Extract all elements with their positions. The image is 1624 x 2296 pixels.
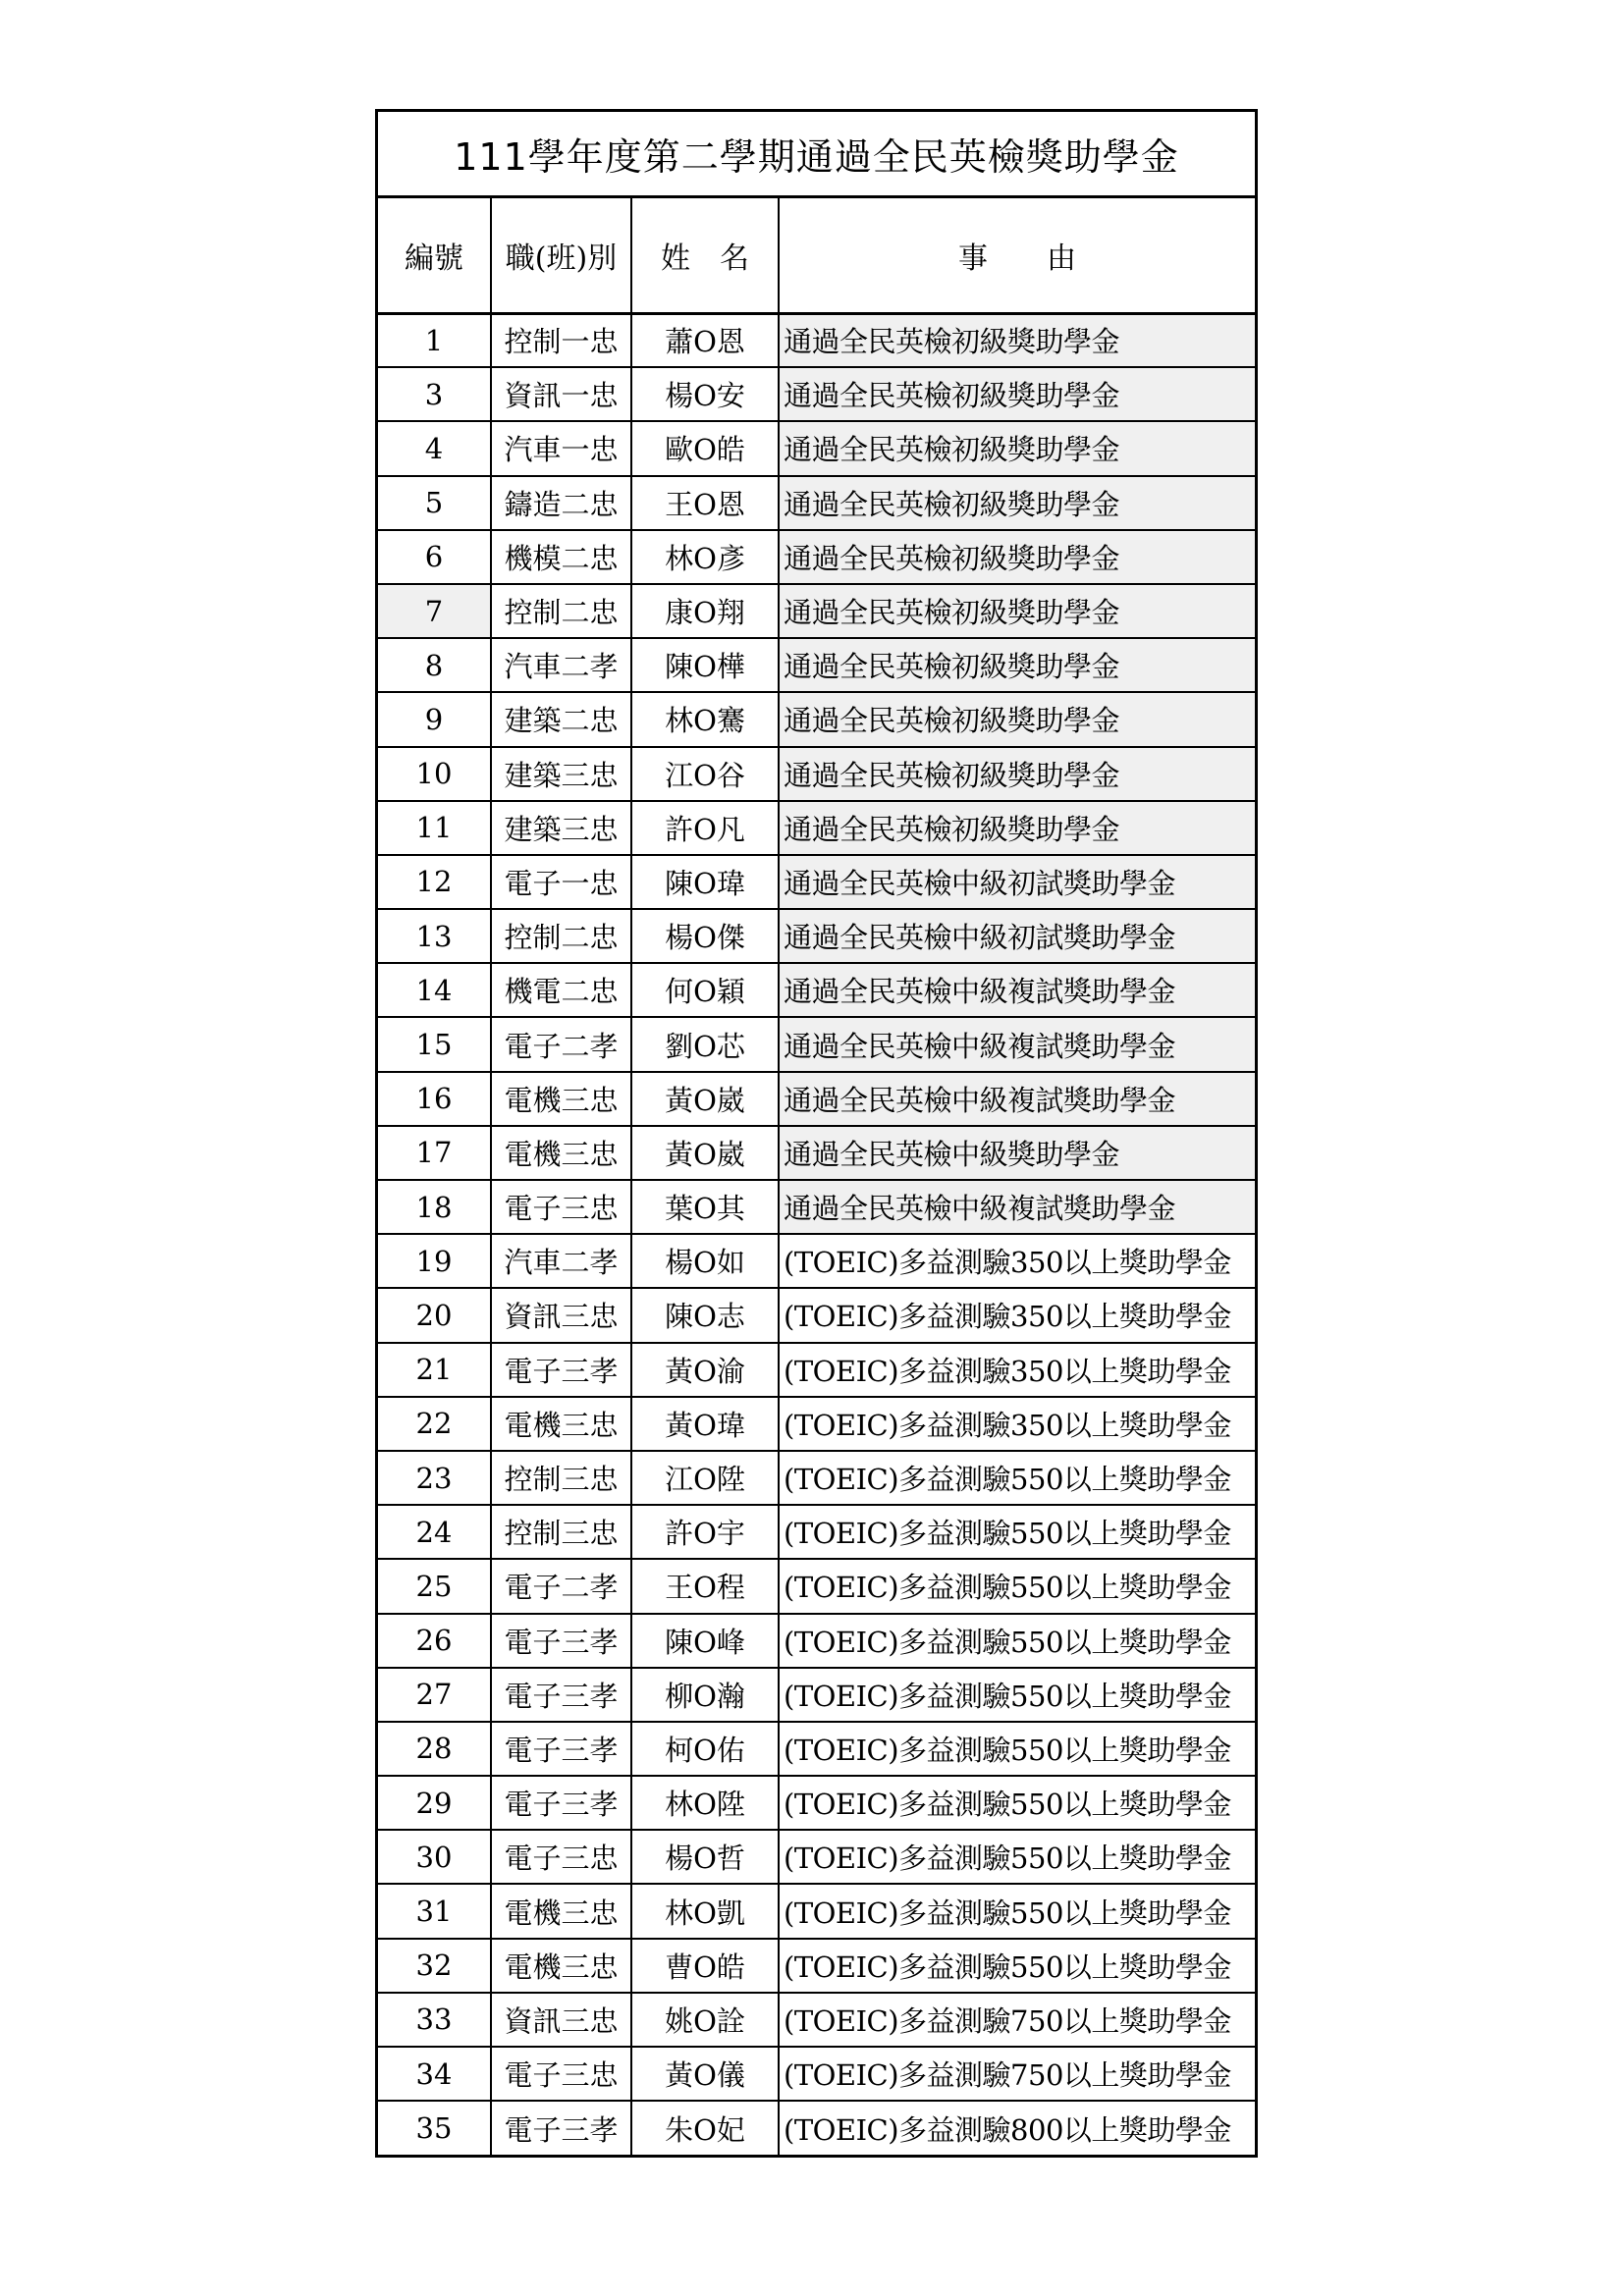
row-reason: (TOEIC)多益測驗550以上獎助學金 [779,1614,1255,1668]
row-name: 葉O其 [631,1180,779,1234]
row-class: 電子三孝 [491,1614,631,1668]
row-reason: (TOEIC)多益測驗350以上獎助學金 [779,1343,1255,1397]
row-class: 機電二忠 [491,963,631,1017]
row-name: 姚O詮 [631,1993,779,2047]
row-reason: (TOEIC)多益測驗550以上獎助學金 [779,1884,1255,1938]
row-number: 16 [378,1072,491,1126]
row-reason: (TOEIC)多益測驗750以上獎助學金 [779,1993,1255,2047]
row-reason: 通過全民英檢初級獎助學金 [779,421,1255,475]
row-class: 控制二忠 [491,584,631,638]
table-row [378,421,1255,475]
row-number: 35 [378,2101,491,2155]
row-reason: 通過全民英檢中級獎助學金 [779,1126,1255,1180]
row-class: 電子三忠 [491,1830,631,1884]
row-reason: (TOEIC)多益測驗550以上獎助學金 [779,1722,1255,1776]
row-class: 電子三孝 [491,1776,631,1830]
row-reason: 通過全民英檢中級複試獎助學金 [779,1072,1255,1126]
table-row [378,1288,1255,1342]
row-class: 資訊三忠 [491,1993,631,2047]
row-number: 32 [378,1939,491,1993]
row-class: 電子三忠 [491,1180,631,1234]
row-number: 28 [378,1722,491,1776]
row-number: 14 [378,963,491,1017]
row-class: 機模二忠 [491,530,631,584]
row-number: 34 [378,2047,491,2101]
table-row [378,801,1255,855]
table-row [378,963,1255,1017]
row-name: 黃O崴 [631,1126,779,1180]
row-reason: 通過全民英檢初級獎助學金 [779,692,1255,746]
table-row [378,2101,1255,2155]
table-row [378,1126,1255,1180]
row-name: 柳O瀚 [631,1668,779,1722]
row-reason: 通過全民英檢中級初試獎助學金 [779,909,1255,963]
row-reason: (TOEIC)多益測驗550以上獎助學金 [779,1668,1255,1722]
scholarship-table-sheet [375,109,1258,2158]
row-number: 4 [378,421,491,475]
row-number: 22 [378,1397,491,1451]
row-class: 汽車二孝 [491,638,631,692]
row-name: 朱O妃 [631,2101,779,2155]
row-name: 曹O皓 [631,1939,779,1993]
row-name: 林O凱 [631,1884,779,1938]
table-row [378,1668,1255,1722]
row-name: 陳O瑋 [631,855,779,909]
row-reason: 通過全民英檢初級獎助學金 [779,747,1255,801]
table-row [378,1505,1255,1559]
row-class: 建築三忠 [491,747,631,801]
row-reason: 通過全民英檢中級複試獎助學金 [779,1017,1255,1071]
table-row [378,2047,1255,2101]
row-reason: 通過全民英檢初級獎助學金 [779,313,1255,367]
row-name: 江O陞 [631,1451,779,1505]
table-row [378,1397,1255,1451]
row-name: 黃O崴 [631,1072,779,1126]
row-name: 楊O安 [631,367,779,421]
row-number: 13 [378,909,491,963]
table-row [378,1722,1255,1776]
row-number: 12 [378,855,491,909]
table-row [378,367,1255,421]
scholarship-table [378,198,1255,2155]
row-name: 江O谷 [631,747,779,801]
row-class: 控制二忠 [491,909,631,963]
table-row [378,1830,1255,1884]
row-reason: (TOEIC)多益測驗550以上獎助學金 [779,1451,1255,1505]
row-name: 許O凡 [631,801,779,855]
row-class: 控制一忠 [491,313,631,367]
table-row [378,747,1255,801]
row-name: 楊O哲 [631,1830,779,1884]
table-row [378,638,1255,692]
table-row [378,1234,1255,1288]
row-class: 電子二孝 [491,1017,631,1071]
row-reason: 通過全民英檢初級獎助學金 [779,584,1255,638]
row-number: 10 [378,747,491,801]
row-class: 資訊一忠 [491,367,631,421]
row-class: 電機三忠 [491,1884,631,1938]
row-reason: 通過全民英檢中級複試獎助學金 [779,1180,1255,1234]
row-name: 王O恩 [631,476,779,530]
row-name: 劉O芯 [631,1017,779,1071]
row-class: 電機三忠 [491,1126,631,1180]
row-reason: 通過全民英檢初級獎助學金 [779,530,1255,584]
row-reason: (TOEIC)多益測驗350以上獎助學金 [779,1397,1255,1451]
row-name: 陳O志 [631,1288,779,1342]
row-number: 17 [378,1126,491,1180]
row-number: 29 [378,1776,491,1830]
table-row [378,855,1255,909]
row-number: 27 [378,1668,491,1722]
table-body [378,313,1255,2155]
row-name: 林O彥 [631,530,779,584]
row-name: 何O穎 [631,963,779,1017]
row-class: 電子二孝 [491,1559,631,1613]
row-name: 柯O佑 [631,1722,779,1776]
table-row [378,1017,1255,1071]
row-number: 24 [378,1505,491,1559]
row-reason: 通過全民英檢初級獎助學金 [779,638,1255,692]
row-name: 黃O瑋 [631,1397,779,1451]
row-name: 楊O如 [631,1234,779,1288]
header-class: 職(班)別 [491,198,631,313]
row-class: 電子一忠 [491,855,631,909]
row-reason: 通過全民英檢初級獎助學金 [779,801,1255,855]
row-class: 汽車二孝 [491,1234,631,1288]
row-reason: (TOEIC)多益測驗550以上獎助學金 [779,1830,1255,1884]
row-reason: 通過全民英檢初級獎助學金 [779,367,1255,421]
table-row [378,692,1255,746]
table-row [378,530,1255,584]
row-reason: (TOEIC)多益測驗550以上獎助學金 [779,1505,1255,1559]
row-number: 5 [378,476,491,530]
row-name: 王O程 [631,1559,779,1613]
row-reason: 通過全民英檢中級初試獎助學金 [779,855,1255,909]
row-reason: 通過全民英檢初級獎助學金 [779,476,1255,530]
row-reason: (TOEIC)多益測驗800以上獎助學金 [779,2101,1255,2155]
page-title: 111學年度第二學期通過全民英檢獎助學金 [378,112,1255,198]
row-name: 楊O傑 [631,909,779,963]
row-name: 陳O樺 [631,638,779,692]
table-row [378,584,1255,638]
row-name: 黃O儀 [631,2047,779,2101]
header-no: 編號 [378,198,491,313]
row-class: 汽車一忠 [491,421,631,475]
row-name: 林O陞 [631,1776,779,1830]
row-number: 6 [378,530,491,584]
row-number: 19 [378,1234,491,1288]
table-row [378,1884,1255,1938]
row-class: 電子三孝 [491,1343,631,1397]
row-number: 18 [378,1180,491,1234]
table-row [378,1559,1255,1613]
row-name: 林O騫 [631,692,779,746]
row-number: 21 [378,1343,491,1397]
header-reason: 事 由 [779,198,1255,313]
table-row [378,1993,1255,2047]
row-name: 蕭O恩 [631,313,779,367]
row-name: 黃O渝 [631,1343,779,1397]
row-reason: (TOEIC)多益測驗350以上獎助學金 [779,1234,1255,1288]
row-name: 歐O皓 [631,421,779,475]
row-class: 鑄造二忠 [491,476,631,530]
row-reason: 通過全民英檢中級複試獎助學金 [779,963,1255,1017]
table-row [378,1072,1255,1126]
row-name: 許O宇 [631,1505,779,1559]
row-number: 20 [378,1288,491,1342]
table-row [378,1614,1255,1668]
row-number: 3 [378,367,491,421]
row-reason: (TOEIC)多益測驗550以上獎助學金 [779,1559,1255,1613]
table-row [378,313,1255,367]
table-row [378,476,1255,530]
table-row [378,1451,1255,1505]
row-class: 電子三忠 [491,2047,631,2101]
row-class: 控制三忠 [491,1451,631,1505]
table-row [378,909,1255,963]
row-class: 電機三忠 [491,1939,631,1993]
row-number: 25 [378,1559,491,1613]
row-class: 電子三孝 [491,1668,631,1722]
table-row [378,1776,1255,1830]
row-class: 資訊三忠 [491,1288,631,1342]
row-number: 8 [378,638,491,692]
row-number: 30 [378,1830,491,1884]
row-number: 33 [378,1993,491,2047]
row-number: 11 [378,801,491,855]
row-number: 9 [378,692,491,746]
row-name: 陳O峰 [631,1614,779,1668]
row-reason: (TOEIC)多益測驗750以上獎助學金 [779,2047,1255,2101]
row-reason: (TOEIC)多益測驗550以上獎助學金 [779,1776,1255,1830]
table-row [378,1180,1255,1234]
header-name: 姓 名 [631,198,779,313]
row-class: 電機三忠 [491,1397,631,1451]
row-class: 建築二忠 [491,692,631,746]
row-number: 23 [378,1451,491,1505]
row-number: 1 [378,313,491,367]
row-class: 電機三忠 [491,1072,631,1126]
row-reason: (TOEIC)多益測驗550以上獎助學金 [779,1939,1255,1993]
row-class: 電子三孝 [491,2101,631,2155]
row-number: 7 [378,584,491,638]
row-reason: (TOEIC)多益測驗350以上獎助學金 [779,1288,1255,1342]
row-name: 康O翔 [631,584,779,638]
row-class: 電子三孝 [491,1722,631,1776]
row-number: 15 [378,1017,491,1071]
table-row [378,1939,1255,1993]
row-class: 建築三忠 [491,801,631,855]
row-number: 31 [378,1884,491,1938]
table-row [378,1343,1255,1397]
table-header-row [378,198,1255,313]
row-class: 控制三忠 [491,1505,631,1559]
row-number: 26 [378,1614,491,1668]
